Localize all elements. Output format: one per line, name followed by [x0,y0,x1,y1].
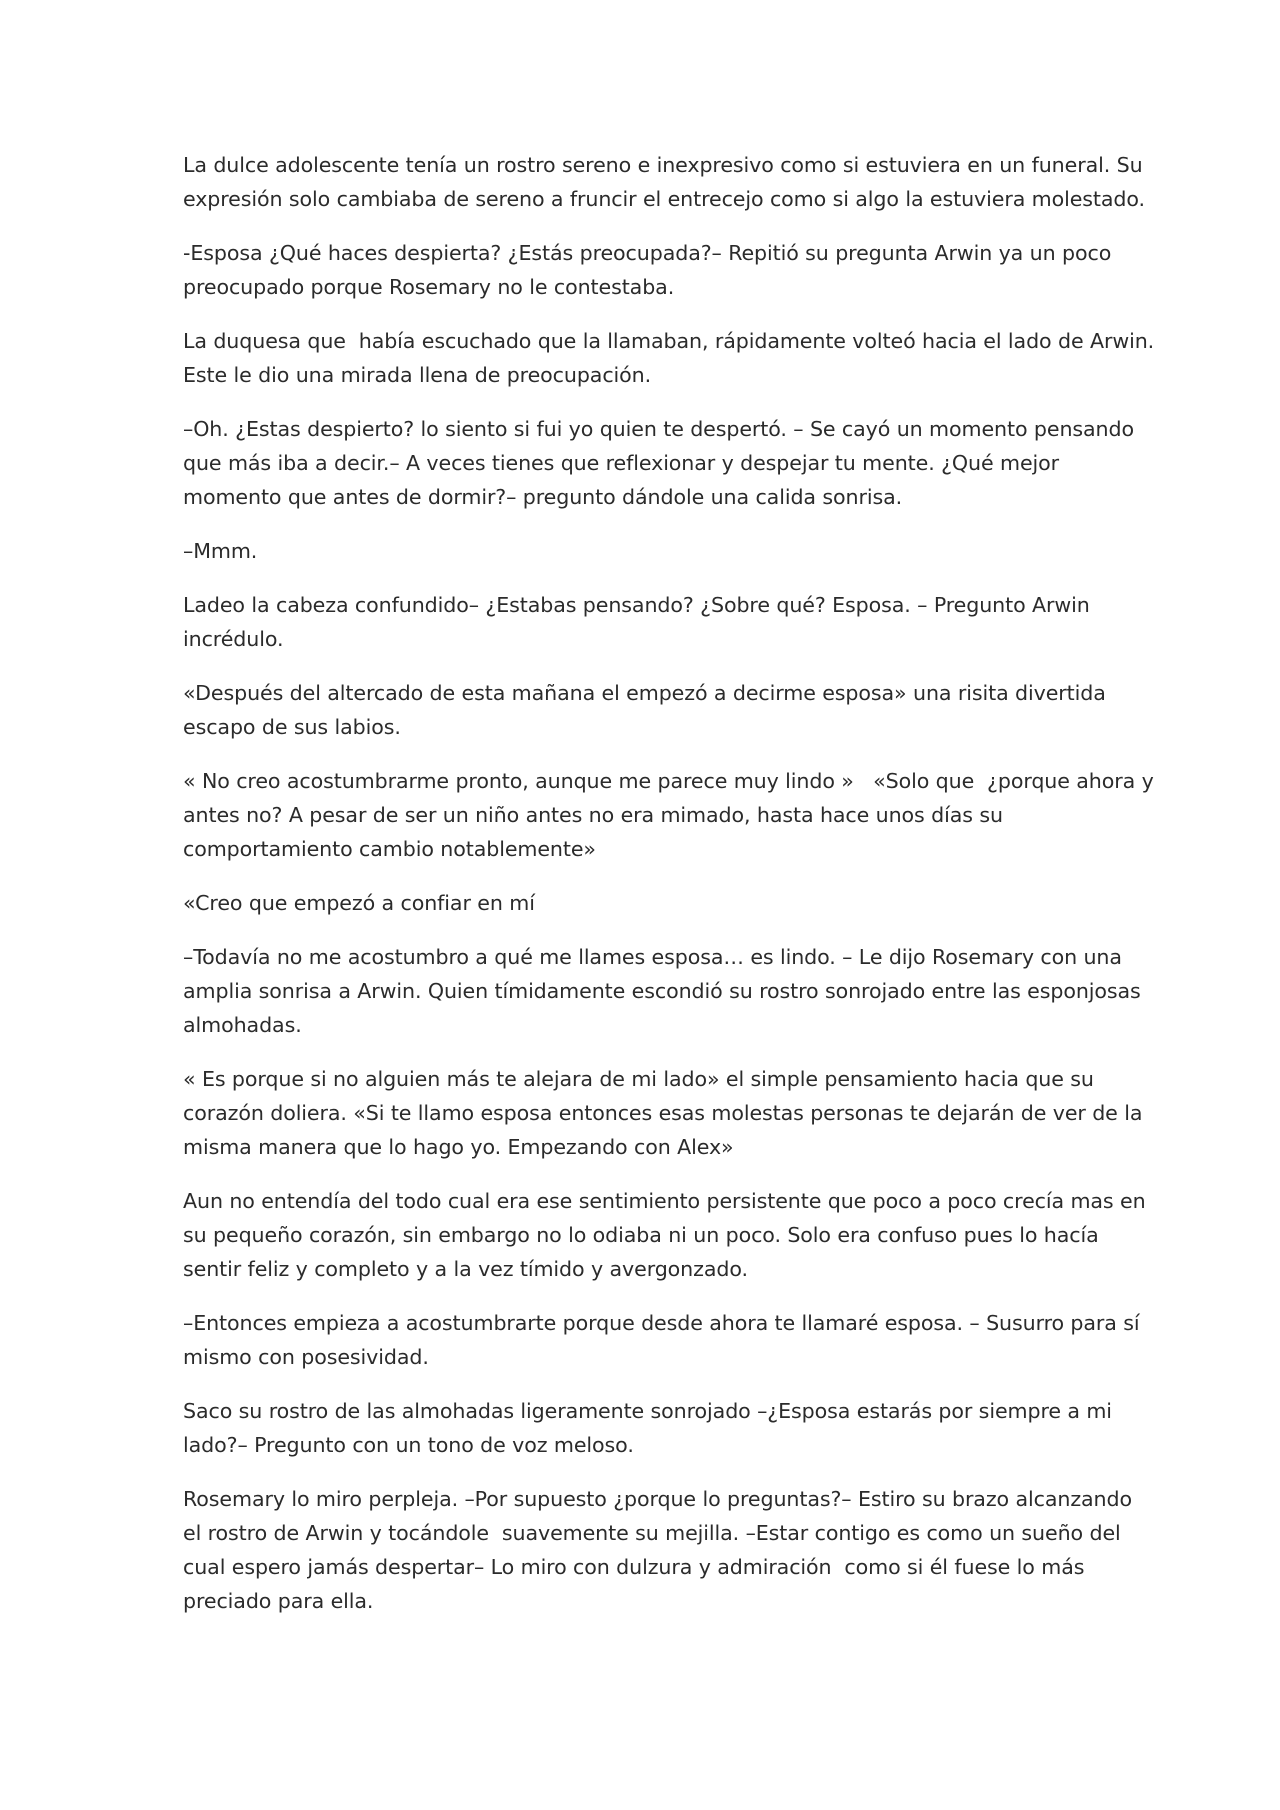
text-line: La dulce adolescente tenía un rostro sereno e inexpresivo como si estuviera en un funeral. Su [183,153,1143,177]
text-line: –Mmm. [183,539,258,563]
text-line: sentir feliz y completo y a la vez tímido y avergonzado. [183,1257,748,1281]
text-line: « No creo acostumbrarme pronto, aunque me parece muy lindo » «Solo que ¿porque ahora y [183,769,1154,793]
text-line: misma manera que lo hago yo. Empezando con Alex» [183,1135,734,1159]
paragraph [183,1482,1132,1618]
text-line: cual espero jamás despertar– Lo miro con dulzura y admiración como si él fuese lo más [183,1555,1085,1579]
text-line: su pequeño corazón, sin embargo no lo odiaba ni un poco. Solo era confuso pues lo hacía [183,1223,1099,1247]
text-line: –Entonces empieza a acostumbrarte porque desde ahora te llamaré esposa. – Susurro para sí [183,1311,1140,1335]
text-line: antes no? A pesar de ser un niño antes no era mimado, hasta hace unos días su [183,803,1003,827]
text-line: lado?– Pregunto con un tono de voz meloso. [183,1433,634,1457]
text-line: «Creo que empezó a confiar en mí [183,891,535,915]
paragraph [183,1394,1113,1462]
paragraph [183,148,1145,216]
text-line: el rostro de Arwin y tocándole suavemente su mejilla. –Estar contigo es como un sueño del [183,1521,1121,1545]
text-line: Aun no entendía del todo cual era ese sentimiento persistente que poco a poco crecía mas en [183,1189,1146,1213]
paragraph [183,1184,1146,1286]
paragraph [183,324,1155,392]
paragraph [183,676,1113,744]
paragraph [183,940,1141,1042]
paragraph [183,1306,1140,1374]
text-line: corazón doliera. «Si te llamo esposa entonces esas molestas personas te dejarán de ver de la [183,1101,1143,1125]
text-line: expresión solo cambiaba de sereno a fruncir el entrecejo como si algo la estuviera molestado. [183,187,1145,211]
text-line: preciado para ella. [183,1589,374,1613]
text-line: Saco su rostro de las almohadas ligeramente sonrojado –¿Esposa estarás por siempre a mi [183,1399,1112,1423]
text-line: que más iba a decir.– A veces tienes que reflexionar y despejar tu mente. ¿Qué mejor [183,451,1060,475]
text-line: «Después del altercado de esta mañana el empezó a decirme esposa» una risita divertida [183,681,1106,705]
text-line: La duquesa que había escuchado que la llamaban, rápidamente volteó hacia el lado de Arwin. [183,329,1155,353]
text-line: almohadas. [183,1013,302,1037]
text-line: –Oh. ¿Estas despierto? lo siento si fui yo quien te despertó. – Se cayó un momento pensando [183,417,1134,441]
text-line: -Esposa ¿Qué haces despierta? ¿Estás preocupada?– Repitió su pregunta Arwin ya un poco [183,241,1112,265]
text-line: Este le dio una mirada llena de preocupación. [183,363,652,387]
text-line: comportamiento cambio notablemente» [183,837,596,861]
text-line: escapo de sus labios. [183,715,401,739]
paragraph [183,236,1113,304]
text-line: incrédulo. [183,627,284,651]
text-line: –Todavía no me acostumbro a qué me llames esposa… es lindo. – Le dijo Rosemary con una [183,945,1122,969]
document-body [183,148,1155,1638]
text-line: Ladeo la cabeza confundido– ¿Estabas pensando? ¿Sobre qué? Esposa. – Pregunto Arwin [183,593,1090,617]
paragraph [183,1062,1143,1164]
paragraph [183,534,1113,568]
paragraph [183,412,1134,514]
text-line: mismo con posesividad. [183,1345,429,1369]
paragraph [183,588,1113,656]
paragraph [183,886,1113,920]
text-line: « Es porque si no alguien más te alejara de mi lado» el simple pensamiento hacia que su [183,1067,1094,1091]
text-line: momento que antes de dormir?– pregunto dándole una calida sonrisa. [183,485,903,509]
paragraph [183,764,1154,866]
text-line: preocupado porque Rosemary no le contestaba. [183,275,675,299]
text-line: Rosemary lo miro perpleja. –Por supuesto ¿porque lo preguntas?– Estiro su brazo alcanzando [183,1487,1132,1511]
text-line: amplia sonrisa a Arwin. Quien tímidamente escondió su rostro sonrojado entre las esponjosas [183,979,1141,1003]
